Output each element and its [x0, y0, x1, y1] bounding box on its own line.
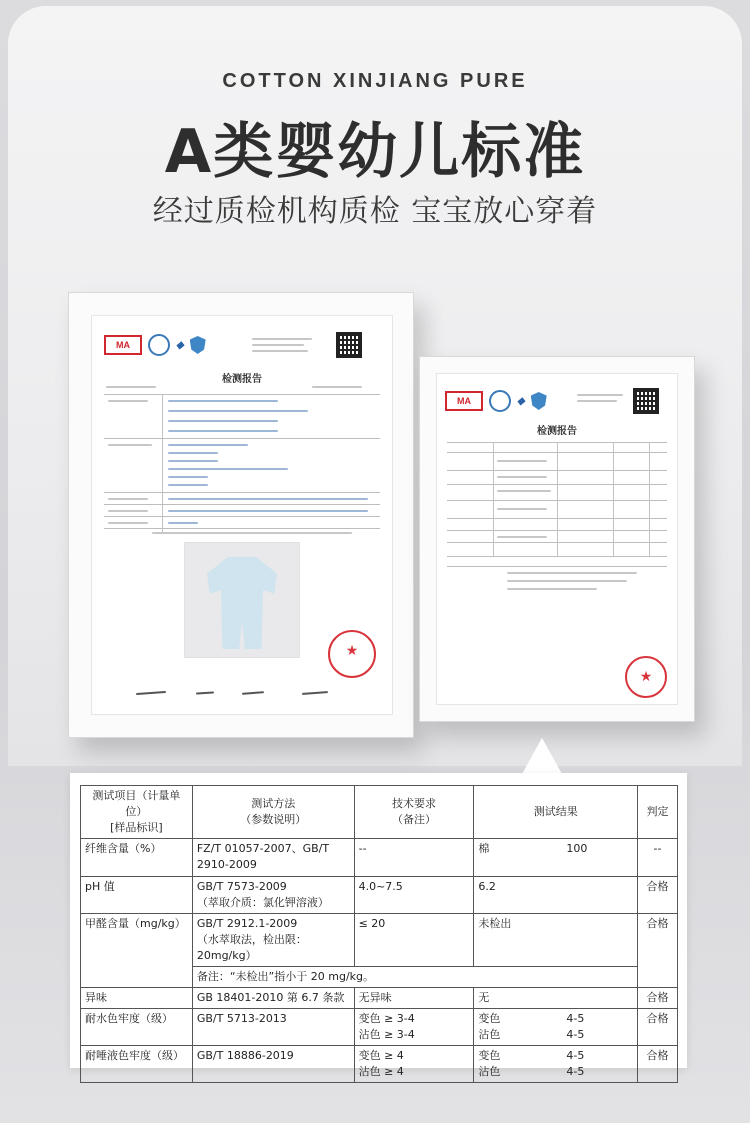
cnas-logo-icon: ◆: [517, 395, 525, 407]
tagline: 经过质检机构质检 宝宝放心穿着: [152, 194, 598, 229]
certificate-frame-small: [419, 356, 695, 722]
table-row: 甲醛含量（mg/kg） GB/T 2912.1-2009 （水萃取法，检出限：20mg/kg） ≤ 20 未检出 合格: [81, 914, 678, 967]
qr-code-icon: [336, 332, 362, 358]
ilac-logo-icon: [489, 390, 511, 412]
table-header-row: [81, 786, 678, 839]
report-title-page2: 检测报告: [537, 426, 577, 437]
table-row: pH 值 GB/T 7573-2009 （萃取介质：氯化钾溶液） 4.0~7.5 6.2 合格: [81, 877, 678, 914]
test-results-table: [80, 785, 678, 1083]
report-title: 检测报告: [222, 374, 262, 385]
ilac-logo-icon: [148, 334, 170, 356]
qr-code-icon: [633, 388, 659, 414]
official-stamp-icon: [625, 656, 667, 698]
table-row: 纤维含量（%） FZ/T 01057-2007、GB/T 2910-2009 -- 棉 100 --: [81, 839, 678, 877]
signature: [136, 691, 166, 695]
header-verdict: 判定: [638, 786, 678, 839]
subtitle-en: COTTON XINJIANG PURE: [222, 70, 528, 92]
page-title: A类婴幼儿标准: [164, 117, 586, 187]
baby-romper-icon: [207, 557, 277, 649]
certificate-frame-large: [68, 292, 414, 738]
header-item: 测试项目（计量单位） [样品标识]: [81, 786, 193, 839]
header-method: 测试方法 （参数说明）: [192, 786, 354, 839]
table-row-note: 备注：“未检出”指小于 20 mg/kg。: [81, 967, 678, 988]
shield-logo-icon: [531, 392, 547, 410]
product-photo: [184, 542, 300, 658]
shield-logo-icon: [190, 336, 206, 354]
table-row: 异味 GB 18401-2010 第 6.7 条款 无异味 无 合格: [81, 988, 678, 1009]
ma-logo-icon: MA: [445, 391, 483, 411]
table-row: 耐唾液色牢度（级） GB/T 18886-2019 变色 ≥ 4 沾色 ≥ 4 变色 4-5 沾色 4-5 合格: [81, 1046, 678, 1083]
cnas-logo-icon: ◆: [176, 339, 184, 351]
certificate-document-page2: [436, 373, 678, 705]
ma-logo-icon: MA: [104, 335, 142, 355]
test-results-panel: [70, 773, 687, 1078]
certificate-document: [91, 315, 393, 715]
official-stamp-icon: [328, 630, 376, 678]
header-result: 测试结果: [474, 786, 638, 839]
cert-logos-page2: [445, 388, 547, 414]
table-row: 耐水色牢度（级） GB/T 5713-2013 变色 ≥ 3-4 沾色 ≥ 3-4 变色 4-5 沾色 4-5 合格: [81, 1009, 678, 1046]
header-requirement: 技术要求 （备注）: [354, 786, 474, 839]
cert-logos: [104, 332, 206, 358]
